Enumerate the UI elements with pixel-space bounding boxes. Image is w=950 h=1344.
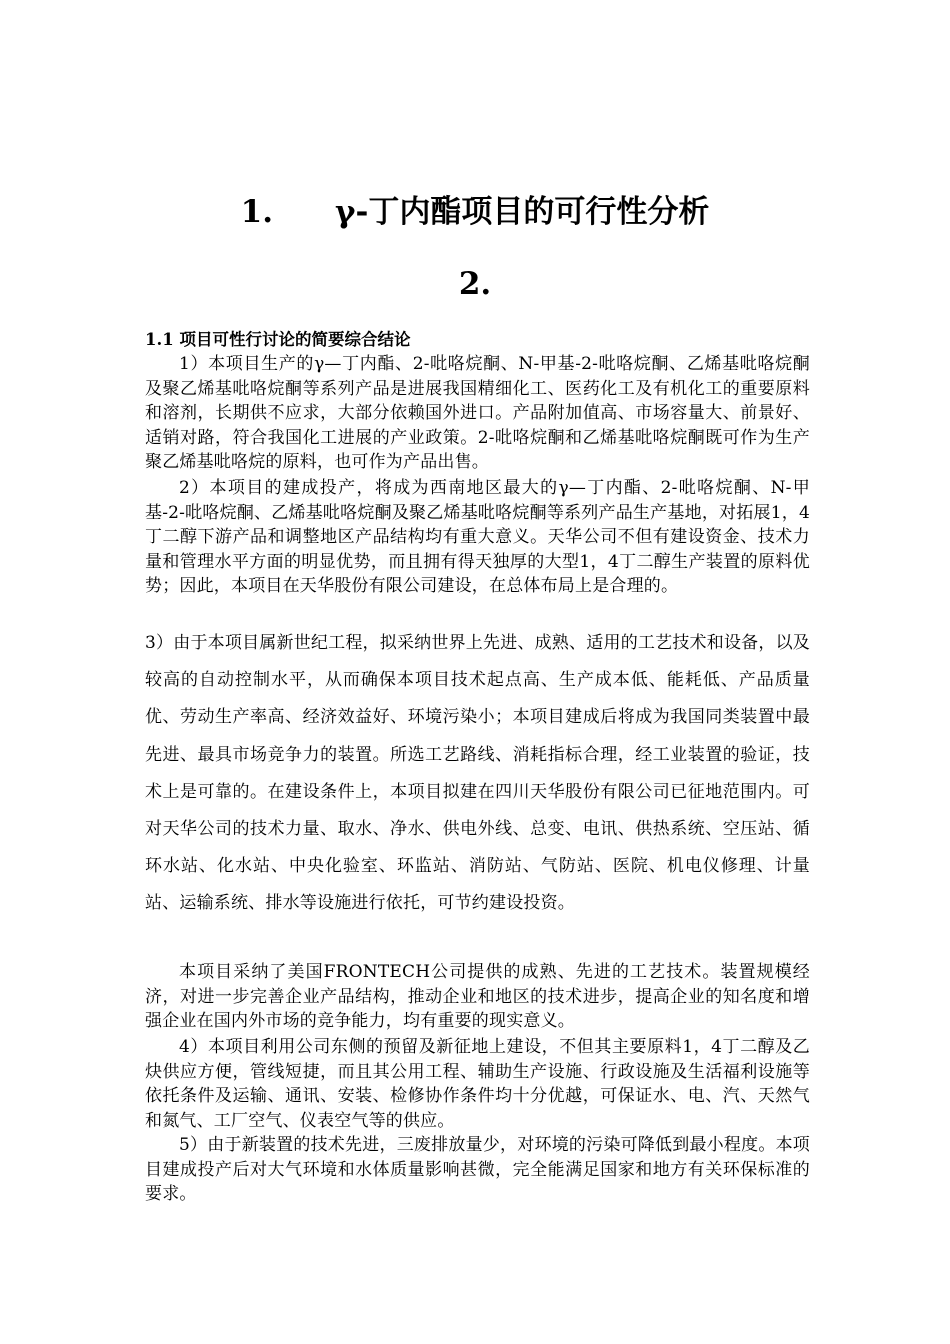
section-heading: 1.1 项目可性行讨论的简要综合结论 — [145, 330, 411, 349]
document-title — [0, 192, 950, 232]
title-number: 1. — [240, 194, 274, 230]
title-text: γ-丁内酯项目的可行性分析 — [335, 194, 710, 230]
document-title-2: 2. — [458, 266, 492, 302]
paragraph-1: 1）本项目生产的γ—丁内酯、2-吡咯烷酮、N-甲基-2-吡咯烷酮、乙烯基吡咯烷酮及聚乙烯基吡咯烷酮等系列产品是进展我国精细化工、医药化工及有机化工的重要原料和溶剂，长期供不应求，大部分依赖国外进口。产品附加值高、市场容量大、前景好、适销对路，符合我国化工进展的产业政策。2-吡咯烷酮和乙烯基吡咯烷酮既可作为生产聚乙烯基吡咯烷的原料，也可作为产品出售。 — [145, 354, 810, 473]
paragraph-3: 3）由于本项目属新世纪工程，拟采纳世界上先进、成熟、适用的工艺技术和设备，以及较高的自动控制水平，从而确保本项目技术起点高、生产成本低、能耗低、产品质量优、劳动生产率高、经济效益好、环境污染小；本项目建成后将成为我国同类装置中最先进、最具市场竞争力的装置。所选工艺路线、消耗指标合理，经工业装置的验证，技术上是可靠的。在建设条件上，本项目拟建在四川天华股份有限公司已征地范围内。可对天华公司的技术力量、取水、净水、供电外线、总变、电讯、供热系统、空压站、循环水站、化水站、中央化验室、环监站、消防站、气防站、医院、机电仪修理、计量站、运输系统、排水等设施进行依托，可节约建设投资。 — [145, 633, 810, 914]
paragraph-2: 2）本项目的建成投产，将成为西南地区最大的γ—丁内酯、2-吡咯烷酮、N-甲基-2-吡咯烷酮、乙烯基吡咯烷酮及聚乙烯基吡咯烷酮等系列产品生产基地，对拓展1，4丁二醇下游产品和调整地区产品结构均有重大意义。天华公司不但有建设资金、技术力量和管理水平方面的明显优势，而且拥有得天独厚的大型1，4丁二醇生产装置的原料优势；因此，本项目在天华股份有限公司建设，在总体布局上是合理的。 — [145, 478, 810, 597]
paragraph-5: 4）本项目利用公司东侧的预留及新征地上建设，不但其主要原料1，4丁二醇及乙炔供应方便，管线短捷，而且其公用工程、辅助生产设施、行政设施及生活福利设施等依托条件及运输、通讯、安装、检修协作条件均十分优越，可保证水、电、汽、天然气和氮气、工厂空气、仪表空气等的供应。 — [145, 1037, 810, 1131]
paragraph-6: 5）由于新装置的技术先进，三废排放量少，对环境的污染可降低到最小程度。本项目建成投产后对大气环境和水体质量影响甚微，完全能满足国家和地方有关环保标准的要求。 — [145, 1135, 810, 1205]
paragraph-4: 本项目采纳了美国FRONTECH公司提供的成熟、先进的工艺技术。装置规模经济，对进一步完善企业产品结构，推动企业和地区的技术进步，提高企业的知名度和增强企业在国内外市场的竞争能力，均有重要的现实意义。 — [145, 962, 810, 1032]
